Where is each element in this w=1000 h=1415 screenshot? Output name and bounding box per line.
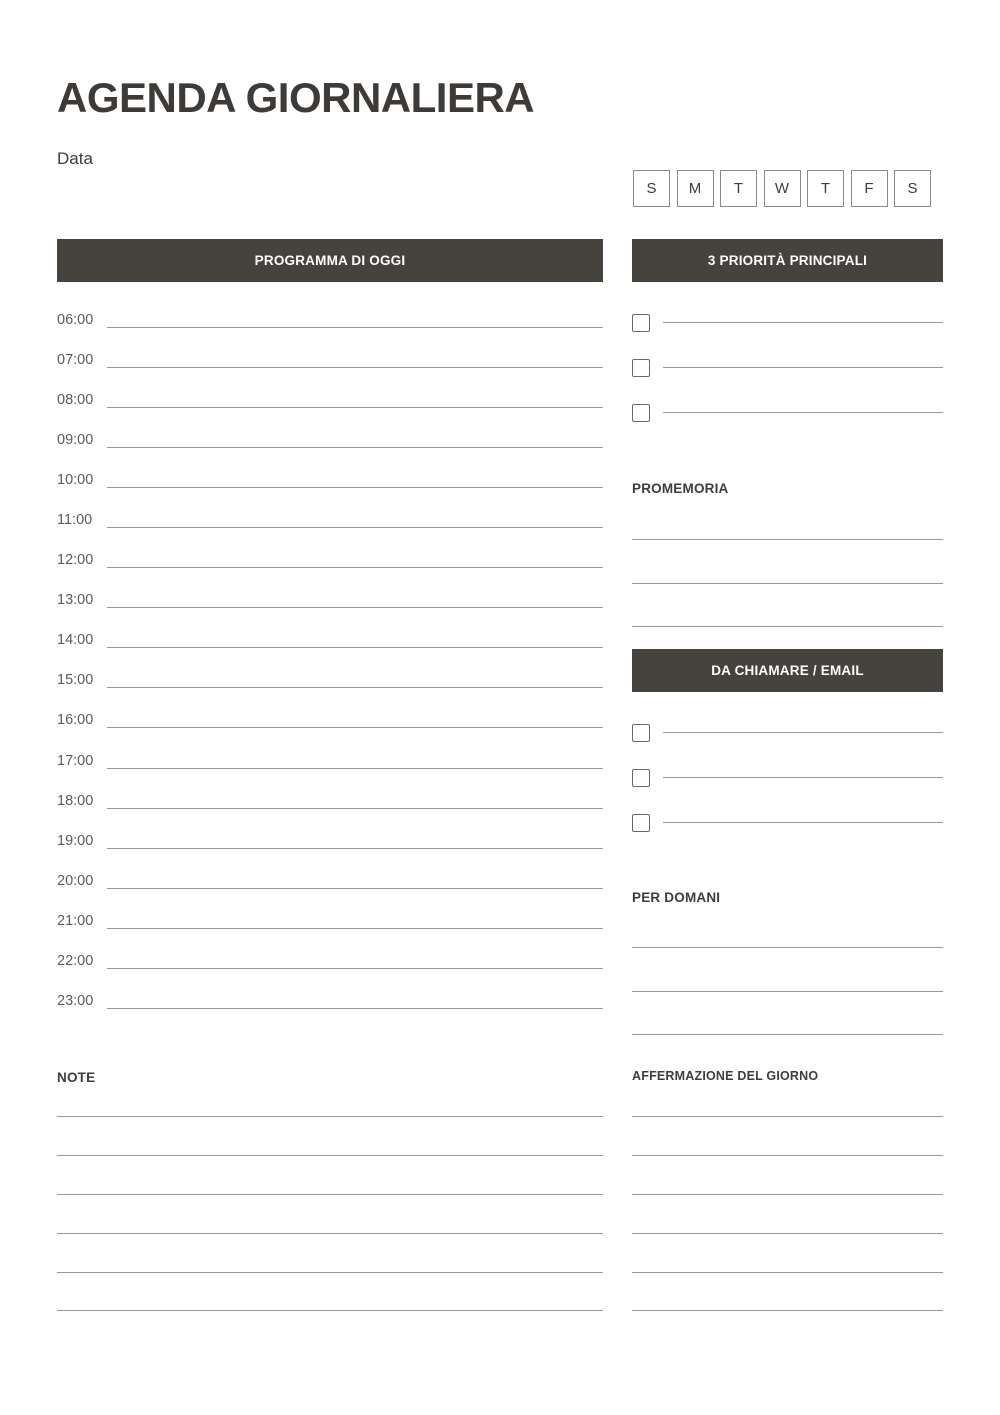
hour-row (57, 300, 603, 340)
hour-row (57, 340, 603, 380)
call-checkbox[interactable] (632, 814, 650, 832)
priorities-header: 3 PRIORITÀ PRINCIPALI (632, 239, 943, 282)
hour-label: 23:00 (57, 992, 94, 1009)
day-box-friday[interactable]: F (851, 170, 888, 207)
hour-row (57, 660, 603, 700)
day-box-tuesday[interactable]: T (720, 170, 757, 207)
call-write-line[interactable] (663, 822, 943, 823)
tomorrow-lines (632, 947, 943, 1037)
hour-row (57, 981, 603, 1021)
hour-write-line[interactable] (107, 447, 603, 448)
hour-label: 21:00 (57, 912, 94, 929)
hour-label: 12:00 (57, 552, 94, 569)
call-item (632, 724, 943, 769)
notes-write-line[interactable] (57, 1194, 603, 1195)
hour-write-line[interactable] (107, 327, 603, 328)
affirmation-label: AFFERMAZIONE DEL GIORNO (632, 1069, 819, 1083)
hour-write-line[interactable] (107, 808, 603, 809)
day-box-sunday[interactable]: S (633, 170, 670, 207)
affirmation-lines (632, 1116, 943, 1316)
hour-row (57, 460, 603, 500)
day-box-thursday[interactable]: T (807, 170, 844, 207)
hour-write-line[interactable] (107, 968, 603, 969)
hour-label: 17:00 (57, 752, 94, 769)
hour-write-line[interactable] (107, 407, 603, 408)
hour-label: 06:00 (57, 312, 94, 328)
calls-list (632, 724, 943, 858)
tomorrow-write-line[interactable] (632, 991, 943, 992)
hour-write-line[interactable] (107, 367, 603, 368)
reminders-lines (632, 539, 943, 629)
date-label: Data (57, 149, 93, 168)
hour-label: 16:00 (57, 712, 94, 729)
page-title: AGENDA GIORNALIERA (57, 74, 535, 121)
weekday-selector (633, 170, 931, 207)
reminder-write-line[interactable] (632, 539, 943, 540)
hour-label: 20:00 (57, 872, 94, 889)
call-item (632, 769, 943, 814)
affirmation-write-line[interactable] (632, 1155, 943, 1156)
hour-label: 10:00 (57, 472, 94, 489)
hour-write-line[interactable] (107, 647, 603, 648)
notes-write-line[interactable] (57, 1272, 603, 1273)
reminder-write-line[interactable] (632, 583, 943, 584)
hour-write-line[interactable] (107, 687, 603, 688)
priorities-list (632, 314, 943, 448)
hour-row (57, 380, 603, 420)
priority-item (632, 404, 943, 449)
calls-header: DA CHIAMARE / EMAIL (632, 649, 943, 692)
priority-write-line[interactable] (663, 367, 943, 368)
day-box-wednesday[interactable]: W (764, 170, 801, 207)
hour-label: 14:00 (57, 632, 94, 649)
hour-write-line[interactable] (107, 607, 603, 608)
priority-item (632, 314, 943, 359)
day-box-monday[interactable]: M (677, 170, 714, 207)
call-write-line[interactable] (663, 732, 943, 733)
schedule-list (57, 300, 603, 1021)
call-write-line[interactable] (663, 777, 943, 778)
hour-write-line[interactable] (107, 527, 603, 528)
hour-write-line[interactable] (107, 888, 603, 889)
hour-label: 08:00 (57, 392, 94, 409)
priority-item (632, 359, 943, 404)
priority-checkbox[interactable] (632, 314, 650, 332)
hour-row (57, 901, 603, 941)
notes-write-line[interactable] (57, 1310, 603, 1311)
affirmation-write-line[interactable] (632, 1272, 943, 1273)
hour-label: 22:00 (57, 952, 94, 969)
hour-row (57, 420, 603, 460)
priority-checkbox[interactable] (632, 359, 650, 377)
hour-row (57, 620, 603, 660)
hour-write-line[interactable] (107, 928, 603, 929)
tomorrow-write-line[interactable] (632, 947, 943, 948)
affirmation-write-line[interactable] (632, 1116, 943, 1117)
priority-checkbox[interactable] (632, 404, 650, 422)
notes-write-line[interactable] (57, 1116, 603, 1117)
hour-label: 09:00 (57, 432, 94, 449)
hour-write-line[interactable] (107, 848, 603, 849)
notes-write-line[interactable] (57, 1155, 603, 1156)
notes-write-line[interactable] (57, 1233, 603, 1234)
hour-row (57, 861, 603, 901)
hour-row (57, 700, 603, 740)
call-checkbox[interactable] (632, 724, 650, 742)
schedule-header: PROGRAMMA DI OGGI (57, 239, 603, 282)
day-box-saturday[interactable]: S (894, 170, 931, 207)
priority-write-line[interactable] (663, 322, 943, 323)
priority-write-line[interactable] (663, 412, 943, 413)
call-item (632, 814, 943, 859)
reminder-write-line[interactable] (632, 626, 943, 627)
tomorrow-label: PER DOMANI (632, 890, 721, 905)
notes-label: NOTE (57, 1070, 96, 1085)
hour-label: 07:00 (57, 352, 94, 369)
hour-row (57, 580, 603, 620)
affirmation-write-line[interactable] (632, 1194, 943, 1195)
hour-write-line[interactable] (107, 768, 603, 769)
hour-row (57, 540, 603, 580)
hour-row (57, 941, 603, 981)
call-checkbox[interactable] (632, 769, 650, 787)
notes-lines (57, 1116, 603, 1316)
reminders-label: PROMEMORIA (632, 481, 729, 496)
hour-row (57, 821, 603, 861)
affirmation-write-line[interactable] (632, 1310, 943, 1311)
hour-write-line[interactable] (107, 727, 603, 728)
hour-write-line[interactable] (107, 487, 603, 488)
hour-label: 18:00 (57, 792, 94, 809)
hour-label: 11:00 (57, 512, 93, 529)
hour-write-line[interactable] (107, 567, 603, 568)
hour-row (57, 741, 603, 781)
hour-write-line[interactable] (107, 1008, 603, 1009)
hour-row (57, 500, 603, 540)
hour-row (57, 781, 603, 821)
hour-label: 15:00 (57, 672, 94, 689)
hour-label: 19:00 (57, 832, 94, 849)
hour-label: 13:00 (57, 592, 94, 609)
affirmation-write-line[interactable] (632, 1233, 943, 1234)
tomorrow-write-line[interactable] (632, 1034, 943, 1035)
